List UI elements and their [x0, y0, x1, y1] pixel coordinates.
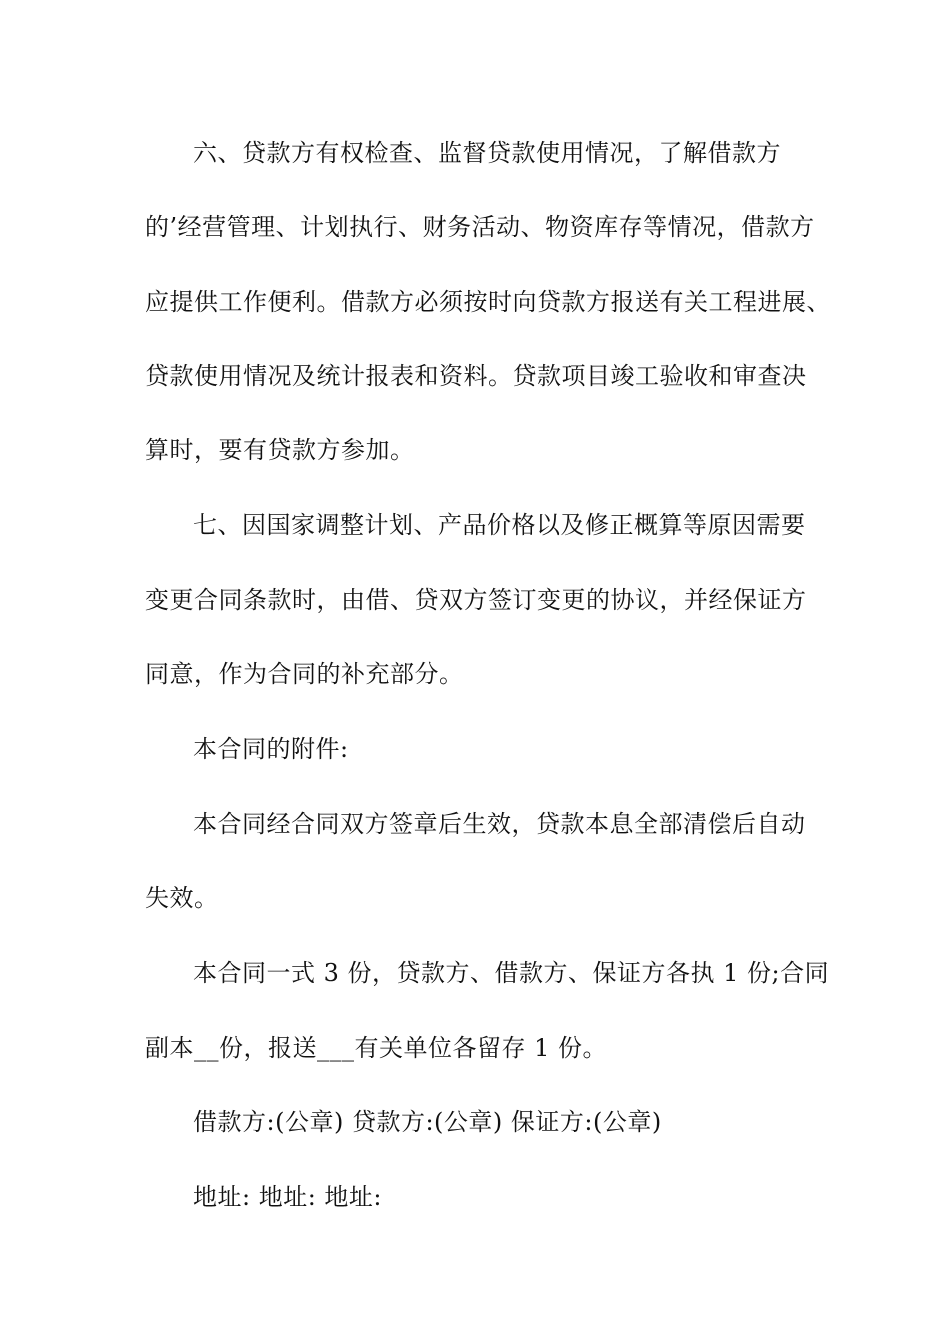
copies-clause-line-2: 副本__份，报送___有关单位各留存 1 份。 — [145, 1034, 608, 1062]
paragraph-six-line-5: 算时，要有贷款方参加。 — [145, 436, 415, 464]
effective-clause-line-2: 失效。 — [145, 884, 219, 912]
signature-parties-line: 借款方:(公章) 贷款方:(公章) 保证方:(公章) — [193, 1108, 662, 1136]
copies-clause-line-1: 本合同一式 3 份，贷款方、借款方、保证方各执 1 份;合同 — [193, 959, 830, 987]
paragraph-seven-line-3: 同意，作为合同的补充部分。 — [145, 660, 464, 688]
effective-clause-line-1: 本合同经合同双方签章后生效，贷款本息全部清偿后自动 — [193, 810, 806, 838]
paragraph-six-line-1: 六、贷款方有权检查、监督贷款使用情况，了解借款方 — [193, 139, 781, 167]
paragraph-seven-line-2: 变更合同条款时，由借、贷双方签订变更的协议，并经保证方 — [145, 586, 807, 614]
paragraph-six-line-2: 的’经营管理、计划执行、财务活动、物资库存等情况，借款方 — [145, 213, 815, 241]
paragraph-six-line-3: 应提供工作便利。借款方必须按时向贷款方报送有关工程进展、 — [145, 288, 831, 316]
attachments-heading: 本合同的附件: — [193, 735, 349, 763]
paragraph-six-line-4: 贷款使用情况及统计报表和资料。贷款项目竣工验收和审查决 — [145, 362, 807, 390]
paragraph-seven-line-1: 七、因国家调整计划、产品价格以及修正概算等原因需要 — [193, 511, 806, 539]
address-line: 地址: 地址: 地址: — [193, 1183, 383, 1211]
